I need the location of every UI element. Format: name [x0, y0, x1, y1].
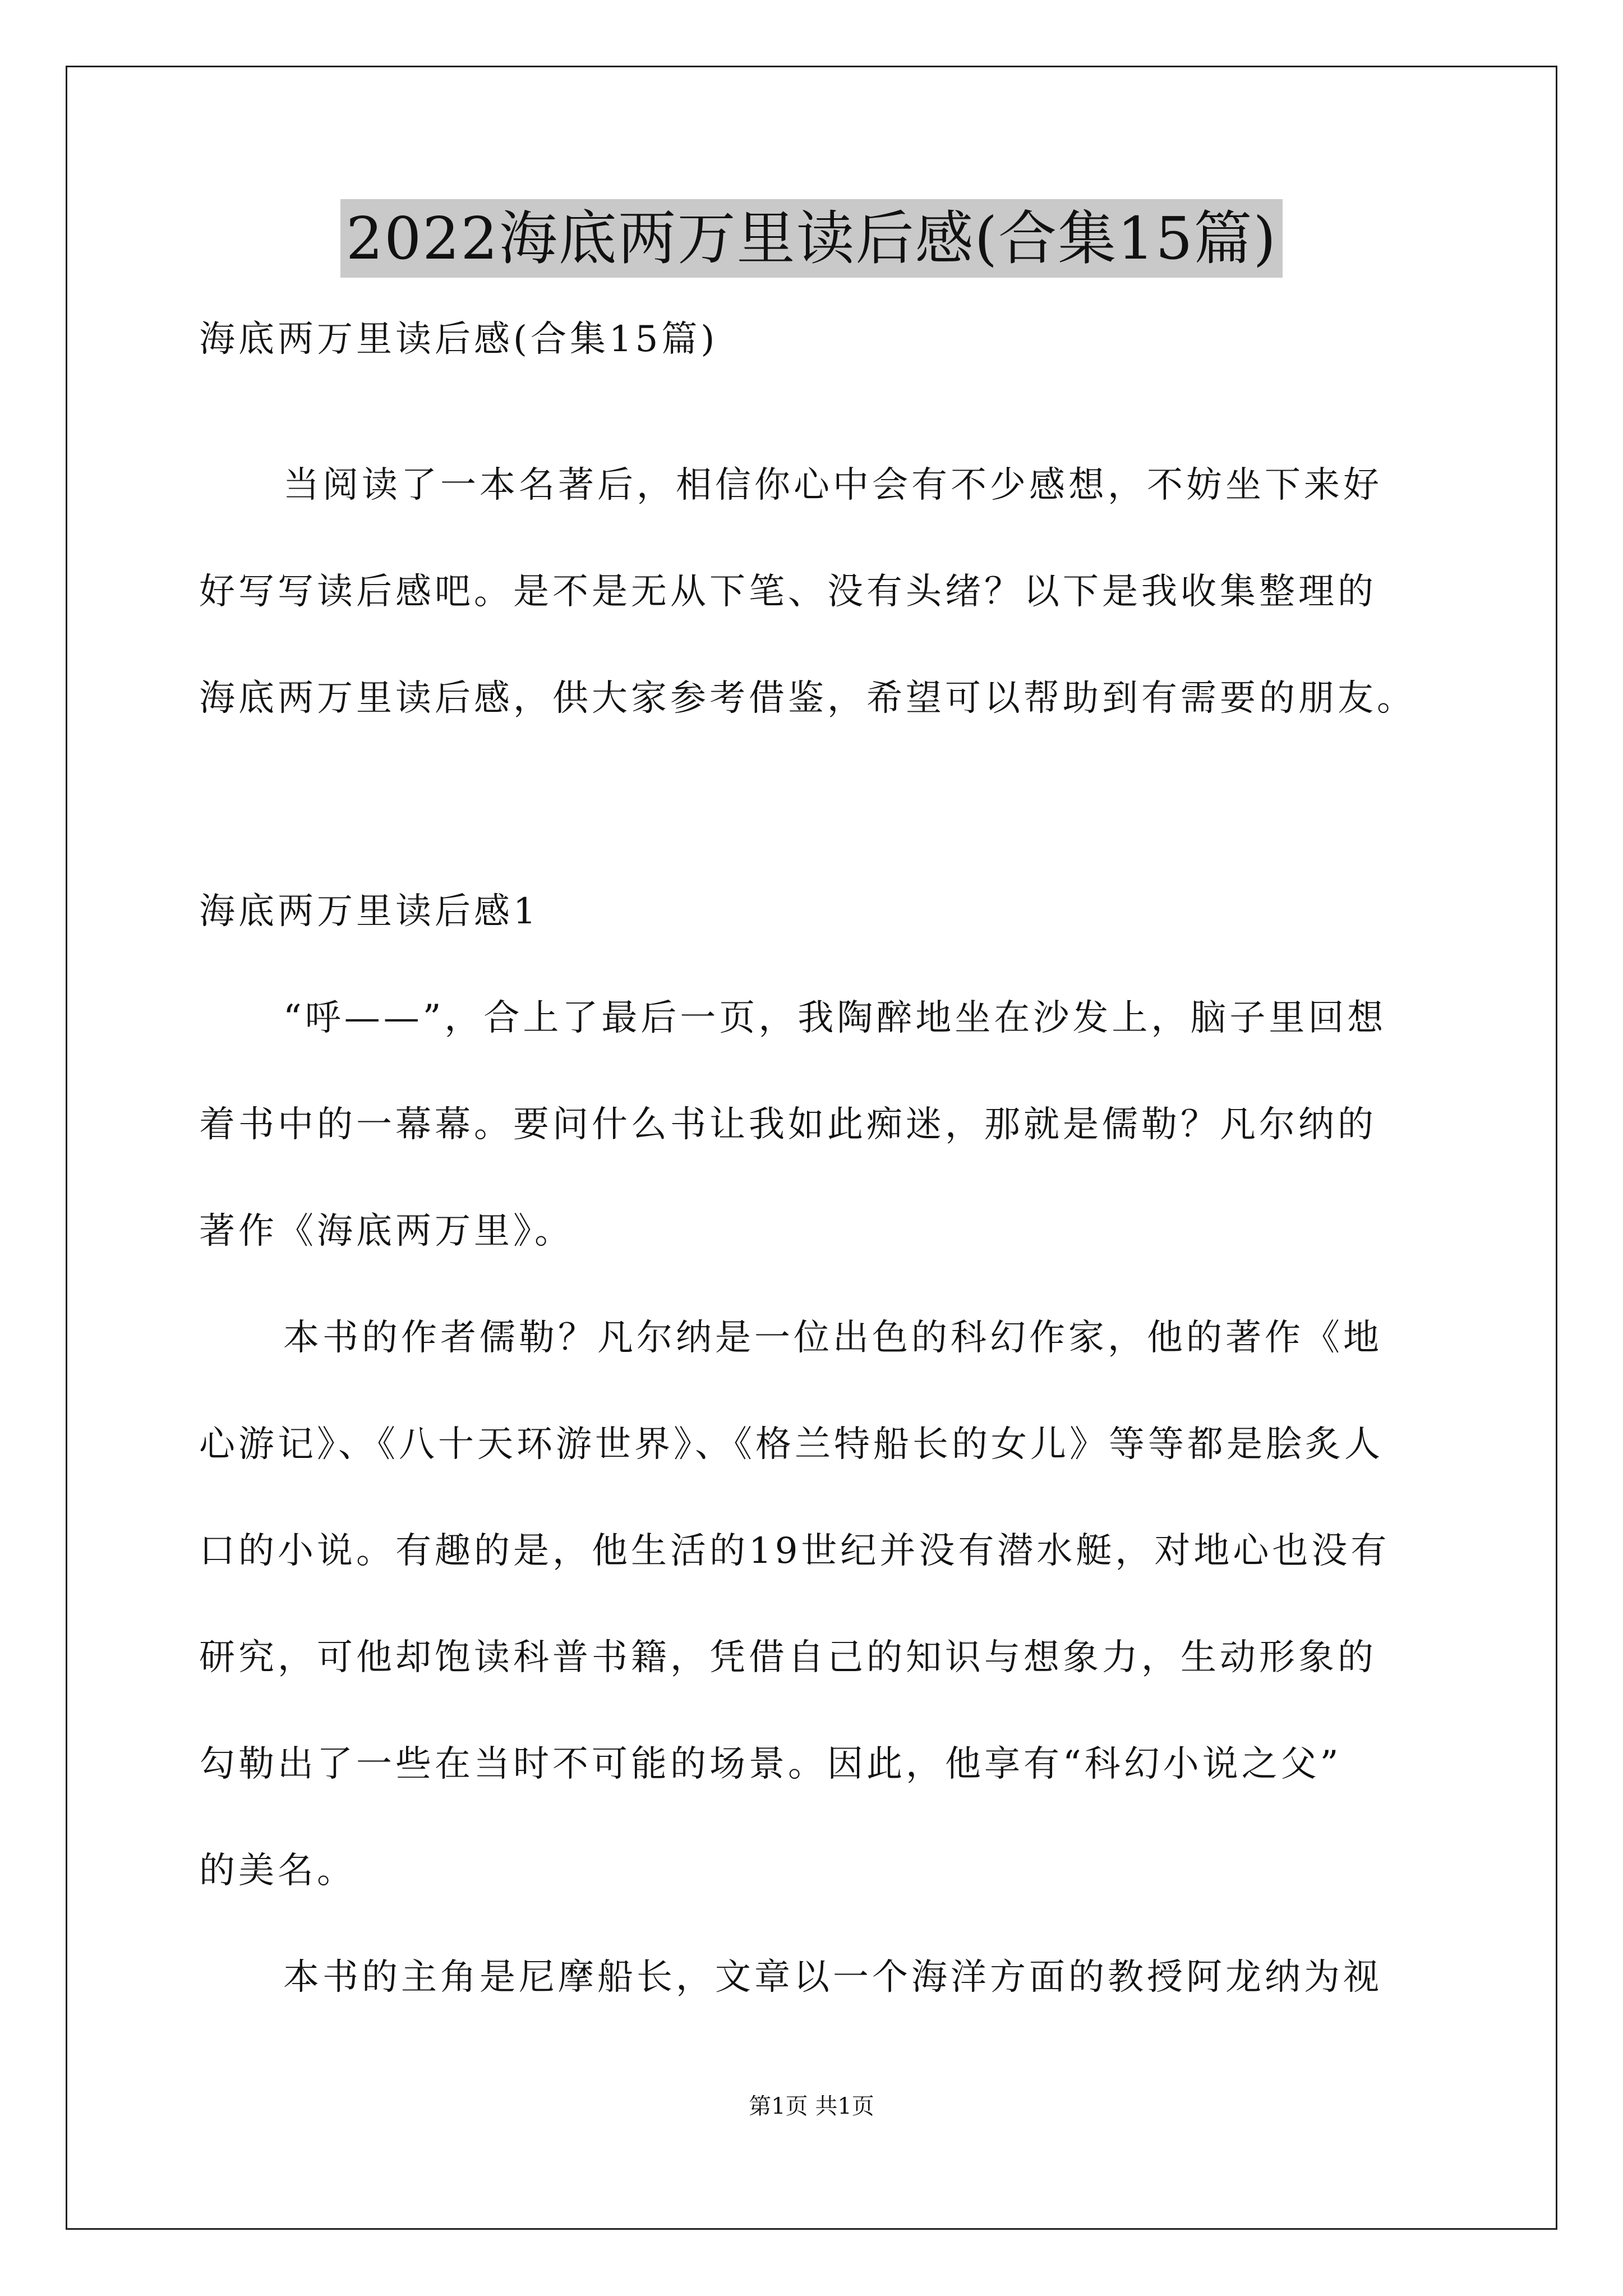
paragraph2-line-5: 勾勒出了一些在当时不可能的场景。因此，他享有“科幻小说之父”	[199, 1743, 1342, 1785]
paragraph1-line-1: “呼——”，合上了最后一页，我陶醉地坐在沙发上，脑子里回想	[283, 997, 1387, 1039]
paragraph3-line-1: 本书的主角是尼摩船长，文章以一个海洋方面的教授阿龙纳为视	[283, 1957, 1382, 1998]
intro-line-3: 海底两万里读后感，供大家参考借鉴，希望可以帮助到有需要的朋友。	[199, 678, 1416, 719]
section-heading: 海底两万里读后感1	[199, 891, 540, 932]
intro-line-2: 好写写读后感吧。是不是无从下笔、没有头绪？以下是我收集整理的	[199, 571, 1377, 613]
paragraph1-line-2: 着书中的一幕幕。要问什么书让我如此痴迷，那就是儒勒？凡尔纳的	[199, 1104, 1377, 1145]
paragraph1-line-3: 著作《海底两万里》。	[199, 1211, 574, 1252]
page-footer: 第1页 共1页	[749, 2093, 874, 2119]
paragraph2-line-2: 心游记》、《八十天环游世界》、《格兰特船长的女儿》等等都是脍炙人	[199, 1424, 1384, 1465]
paragraph2-line-1: 本书的作者儒勒？凡尔纳是一位出色的科幻作家，他的著作《地	[283, 1317, 1382, 1359]
paragraph2-line-6: 的美名。	[199, 1850, 356, 1892]
document-subtitle: 海底两万里读后感(合集15篇)	[199, 319, 718, 360]
title-container	[0, 199, 1623, 278]
paragraph2-line-3: 口的小说。有趣的是，他生活的19世纪并没有潜水艇，对地心也没有	[199, 1530, 1390, 1572]
document-title: 2022海底两万里读后感(合集15篇)	[340, 199, 1283, 278]
page-border	[66, 66, 1557, 2230]
intro-line-1: 当阅读了一本名著后，相信你心中会有不少感想，不妨坐下来好	[283, 464, 1382, 506]
paragraph2-line-4: 研究，可他却饱读科普书籍，凭借自己的知识与想象力，生动形象的	[199, 1637, 1377, 1678]
